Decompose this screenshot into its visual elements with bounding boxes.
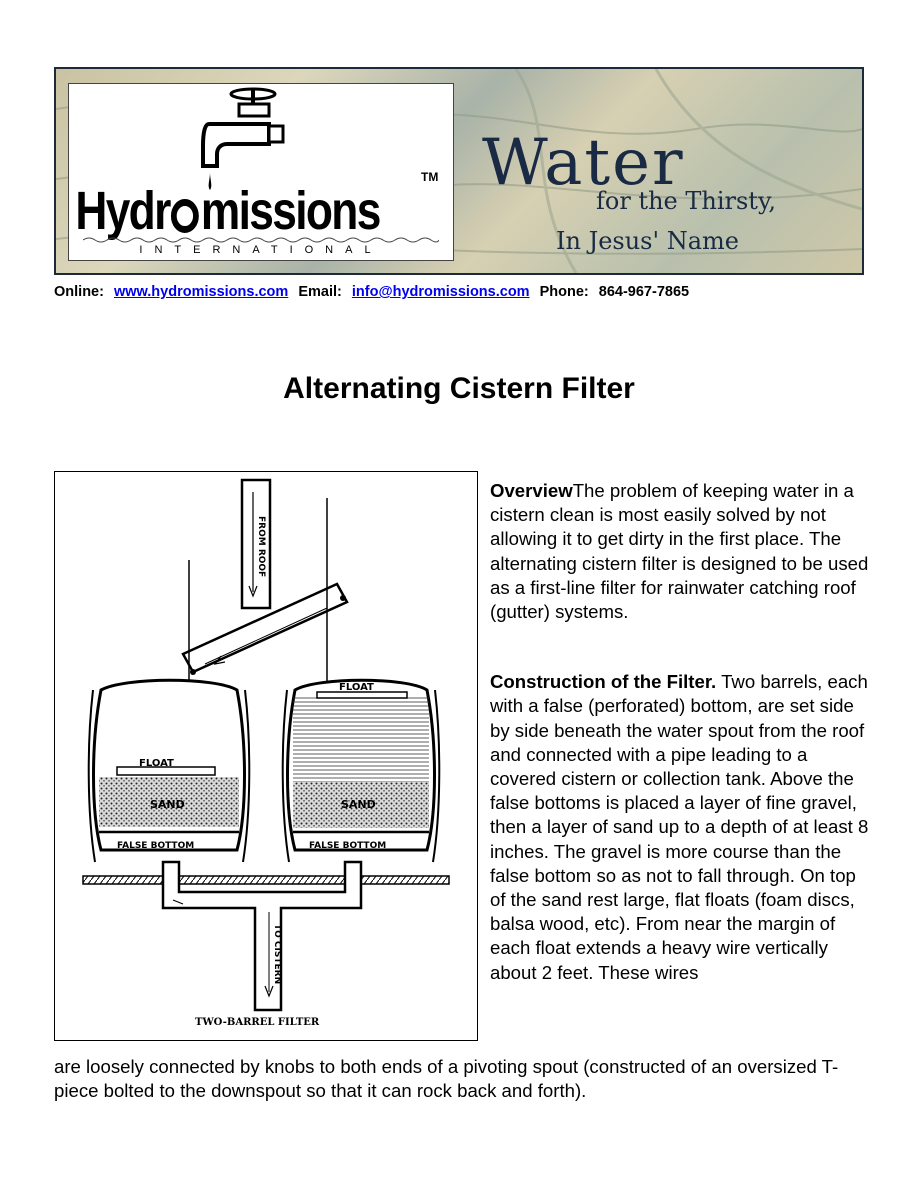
logo-wordmark: Hydr missions (75, 181, 380, 241)
online-label: Online: (54, 284, 104, 300)
tagline-line-2: In Jesus' Name (556, 227, 739, 255)
construction-continued: are loosely connected by knobs to both ends of a pivoting spout (constructed of an oversized T-piece bolted to the downspout so that it can rock back and forth). (54, 1056, 839, 1102)
construction-paragraph (490, 670, 870, 985)
float-left-label: FLOAT (139, 758, 174, 769)
email-link[interactable]: info@hydromissions.com (351, 284, 530, 300)
sand-left-label: SAND (150, 798, 185, 811)
phone-label: Phone: (539, 284, 589, 300)
float-right-label: FLOAT (339, 682, 374, 693)
header-banner (54, 67, 864, 275)
overview-text: The problem of keeping water in a cistern clean is most easily solved by not allowing it to get dirty in the first place. The alternating cistern filter is designed to be used as a first-line filter for rainwater catching roof (gutter) systems. (490, 480, 869, 623)
filter-diagram (54, 471, 478, 1041)
article-body (490, 479, 870, 985)
overview-paragraph (490, 479, 870, 624)
construction-text: Two barrels, each with a false (perforated) bottom, are set side by side beneath the water spout from the roof and connected with a pipe leading to a covered cistern or collection tank. Above the false bottoms is placed a layer of fine gravel, then a layer of sand up to a depth of at least 8 inches. The gravel is more course than the false bottom so as not to fall through. On top of the sand rest large, flat floats (foam discs, balsa wood, etc). From near the margin of each float extends a heavy wire vertically about 2 feet. These wires (490, 671, 869, 983)
tagline-water: Water (482, 126, 685, 200)
false-bottom-left-label: FALSE BOTTOM (117, 841, 195, 851)
false-bottom-right-label: FALSE BOTTOM (309, 841, 387, 851)
sand-right-label: SAND (341, 798, 376, 811)
wave-divider (83, 236, 439, 244)
faucet-icon (199, 86, 319, 190)
page-title: Alternating Cistern Filter (283, 372, 635, 405)
trademark-mark: TM (421, 170, 439, 184)
from-roof-label: FROM ROOF (256, 516, 266, 578)
figure-caption: TWO-BARREL FILTER (195, 1017, 320, 1028)
logo-subtitle: INTERNATIONAL (139, 244, 383, 256)
website-link[interactable]: www.hydromissions.com (113, 284, 289, 300)
overview-heading: Overview (490, 480, 573, 501)
to-cistern-label: TO CISTERN (272, 924, 282, 985)
contact-line (54, 284, 689, 300)
construction-heading: Construction of the Filter. (490, 671, 717, 693)
tagline-line-1: for the Thirsty, (596, 187, 776, 215)
email-label: Email: (298, 284, 342, 300)
hydromissions-logo (68, 83, 454, 261)
phone-number: 864-967-7865 (598, 284, 690, 300)
